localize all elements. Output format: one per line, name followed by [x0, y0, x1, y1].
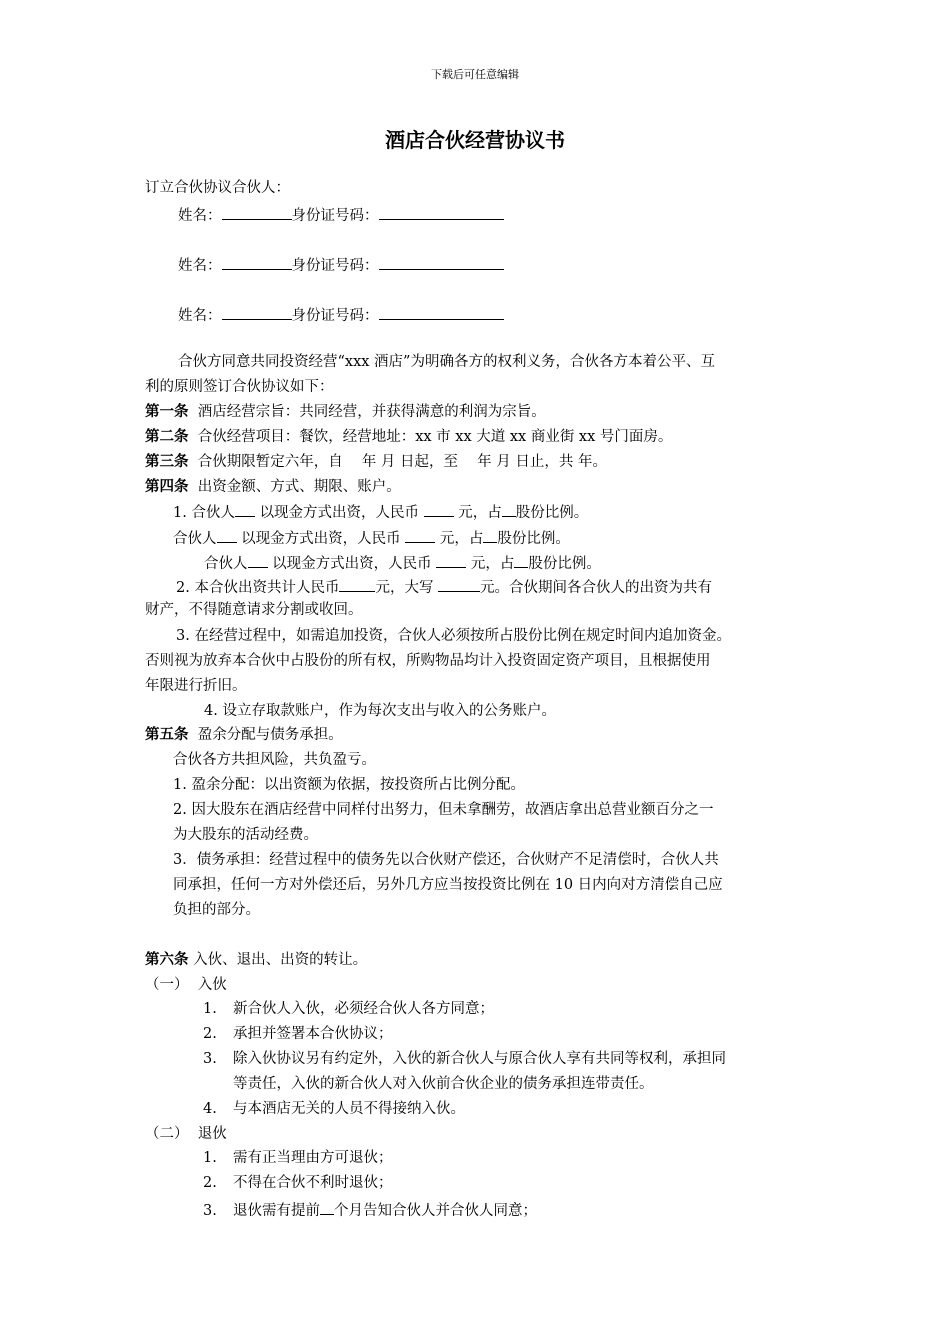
article-3 — [145, 452, 607, 472]
article-4-text: 出资金额、方式、期限、账户。 — [197, 479, 401, 495]
preamble-line-1: 合伙方同意共同投资经营“xxx 酒店”为明确各方的权利义务，合伙各方本着公平、互 — [178, 354, 715, 370]
article-4-item-3-line-1: 3. 在经营过程中，如需追加投资，合伙人必须按所占股份比例在规定时间内追加资金。 — [176, 628, 731, 644]
clause-text: 以现金方式出资，人民币 — [272, 556, 432, 572]
clause-text: 1. 合伙人 — [173, 505, 235, 521]
page-header: 下载后可任意编辑 — [431, 68, 519, 81]
name-blank — [222, 203, 292, 220]
list-item — [203, 1049, 726, 1069]
list-item — [203, 999, 494, 1019]
blank — [405, 526, 435, 543]
partner-row-1 — [178, 203, 504, 226]
name-label: 姓名： — [178, 258, 222, 274]
list-number: 2. — [203, 1175, 217, 1191]
article-2-heading: 第二条 — [145, 428, 189, 445]
article-4-item-1-line-3 — [204, 551, 601, 574]
clause-text: 元，占 — [439, 531, 484, 547]
article-4-item-4: 4. 设立存取款账户，作为每次支出与收入的公务账户。 — [204, 703, 556, 719]
blank — [248, 551, 268, 568]
partner-row-2 — [178, 253, 504, 276]
clause-text: 股份比例。 — [515, 505, 589, 521]
id-label: 身份证号码： — [291, 308, 379, 324]
article-3-text: 合伙期限暂定六年，自 年 月 日起，至 年 月 日止，共 年。 — [197, 454, 607, 470]
article-2 — [145, 427, 672, 447]
section-title: 退伙 — [197, 1126, 227, 1142]
list-item — [203, 1099, 465, 1119]
article-1 — [145, 402, 546, 422]
id-label: 身份证号码： — [291, 208, 379, 224]
clause-text: 元，占 — [470, 556, 515, 572]
article-5-item-3-line-2: 同承担，任何一方对外偿还后，另外几方应当按投资比例在 10 日内向对方清偿自己应 — [173, 877, 723, 893]
article-5-item-3-line-1: 3．债务承担：经营过程中的债务先以合伙财产偿还，合伙财产不足清偿时，合伙人共 — [173, 852, 719, 868]
article-2-text: 合伙经营项目：餐饮，经营地址：xx 市 xx 大道 xx 商业街 xx 号门面房。 — [197, 429, 673, 445]
id-blank — [379, 303, 504, 320]
name-label: 姓名： — [178, 208, 222, 224]
list-text: 除入伙协议另有约定外，入伙的新合伙人与原合伙人享有共同等权利，承担同 — [233, 1051, 726, 1067]
list-text: 不得在合伙不利时退伙； — [233, 1175, 393, 1191]
list-item — [203, 1198, 537, 1221]
article-5-item-2-line-2: 为大股东的活动经费。 — [173, 827, 318, 843]
section-label: （一） — [145, 977, 189, 993]
section-title: 入伙 — [197, 977, 227, 993]
list-text: 与本酒店无关的人员不得接纳入伙。 — [233, 1101, 465, 1117]
clause-text: 元。合伙期间各合伙人的出资为共有 — [480, 580, 713, 596]
article-1-text: 酒店经营宗旨：共同经营，并获得满意的利润为宗旨。 — [197, 404, 546, 420]
name-blank — [222, 303, 292, 320]
clause-text: 元，占 — [458, 505, 502, 521]
blank — [424, 500, 454, 517]
list-item — [203, 1148, 393, 1168]
blank — [438, 575, 480, 592]
list-item — [203, 1024, 393, 1044]
section-1-heading — [145, 975, 227, 995]
list-text: 新合伙人入伙，必须经合伙人各方同意； — [233, 1001, 494, 1017]
partner-row-3 — [178, 303, 504, 326]
clause-text: 2. 本合伙出资共计人民币 — [176, 580, 340, 596]
clause-text: 以现金方式出资，人民币 — [241, 531, 401, 547]
article-5 — [145, 725, 343, 745]
clause-text: 股份比例。 — [497, 531, 570, 547]
blank — [483, 526, 497, 543]
list-text: 承担并签署本合伙协议； — [233, 1026, 393, 1042]
article-4-item-1-line-1 — [173, 500, 588, 523]
blank — [436, 551, 466, 568]
preamble-line-2: 利的原则签订合伙协议如下： — [145, 379, 334, 395]
article-5-text: 盈余分配与债务承担。 — [197, 727, 343, 743]
article-5-intro: 合伙各方共担风险，共负盈亏。 — [173, 752, 376, 768]
article-3-heading: 第三条 — [145, 453, 189, 470]
article-6-heading: 第六条 — [145, 951, 189, 968]
clause-text: 元，大写 — [375, 580, 434, 596]
list-text: 需有正当理由方可退伙； — [233, 1150, 393, 1166]
list-number: 4. — [203, 1101, 217, 1117]
article-4-item-2-line-1 — [176, 575, 712, 598]
list-number: 1. — [203, 1001, 217, 1017]
name-label: 姓名： — [178, 308, 222, 324]
article-4-item-2-line-2: 财产，不得随意请求分割或收回。 — [145, 602, 363, 618]
clause-text: 合伙人 — [173, 531, 217, 547]
article-4-heading: 第四条 — [145, 478, 189, 495]
article-4-item-3-line-2: 否则视为放弃本合伙中占股份的所有权，所购物品均计入投资固定资产项目，且根据使用 — [145, 653, 711, 669]
article-4 — [145, 477, 401, 497]
blank — [514, 551, 528, 568]
id-blank — [379, 203, 504, 220]
id-blank — [379, 253, 504, 270]
article-5-item-1: 1. 盈余分配：以出资额为依据，按投资所占比例分配。 — [173, 777, 525, 793]
list-text: 个月告知合伙人并合伙人同意； — [334, 1203, 537, 1219]
article-6-text: 入伙、退出、出资的转让。 — [193, 952, 368, 968]
article-1-heading: 第一条 — [145, 403, 189, 420]
article-4-item-3-line-3: 年限进行折旧。 — [145, 678, 247, 694]
list-number: 3. — [203, 1051, 217, 1067]
blank — [235, 500, 255, 517]
intro-line: 订立合伙协议合伙人： — [145, 180, 290, 196]
blank — [339, 575, 375, 592]
list-item — [203, 1173, 393, 1193]
list-number: 3. — [203, 1203, 217, 1219]
section-2-heading — [145, 1124, 227, 1144]
article-5-item-3-line-3: 负担的部分。 — [173, 902, 260, 918]
list-item-continuation: 等责任，入伙的新合伙人对入伙前合伙企业的债务承担连带责任。 — [233, 1076, 654, 1092]
article-6 — [145, 950, 367, 970]
blank — [320, 1198, 334, 1215]
blank — [217, 526, 237, 543]
list-text: 退伙需有提前 — [233, 1203, 320, 1219]
article-5-heading: 第五条 — [145, 726, 189, 743]
blank — [502, 500, 516, 517]
id-label: 身份证号码： — [291, 258, 379, 274]
clause-text: 股份比例。 — [528, 556, 601, 572]
article-5-item-2-line-1: 2. 因大股东在酒店经营中同样付出努力，但未拿酬劳，故酒店拿出总营业额百分之一 — [173, 802, 714, 818]
section-label: （二） — [145, 1126, 189, 1142]
document-title: 酒店合伙经营协议书 — [385, 128, 565, 152]
clause-text: 合伙人 — [204, 556, 248, 572]
article-4-item-1-line-2 — [173, 526, 570, 549]
list-number: 1. — [203, 1150, 217, 1166]
clause-text: 以现金方式出资，人民币 — [259, 505, 420, 521]
list-number: 2. — [203, 1026, 217, 1042]
name-blank — [222, 253, 292, 270]
